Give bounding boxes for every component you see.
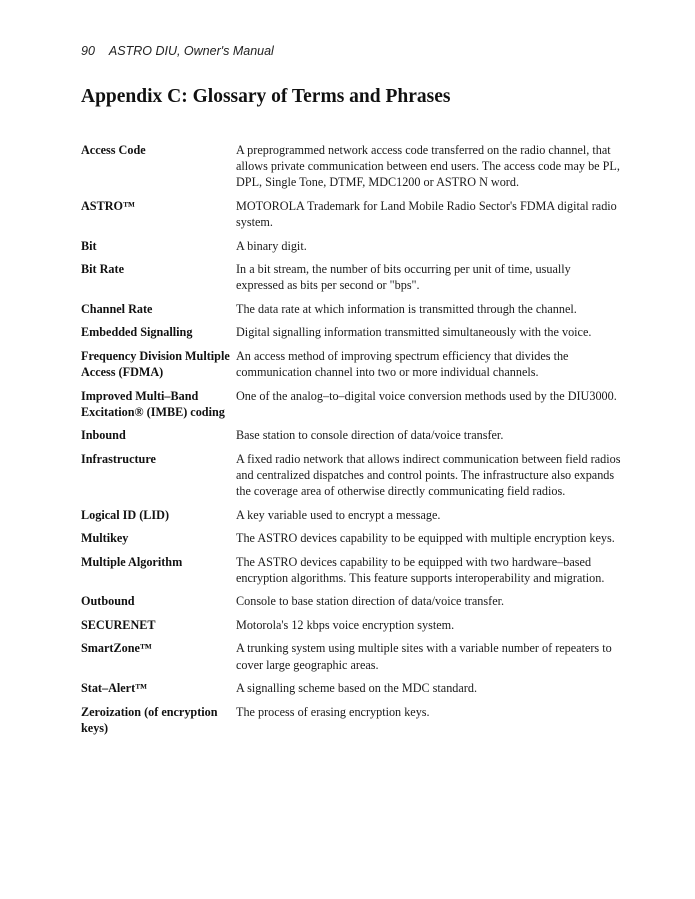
glossary-term: Bit [81, 238, 97, 253]
glossary-definition: The process of erasing encryption keys. [236, 704, 430, 719]
glossary-definition: One of the analog–to–digital voice conversion methods used by the DIU3000. [236, 388, 617, 403]
glossary-term: Stat–Alert™ [81, 681, 148, 696]
glossary-entry-infrastructure [81, 451, 621, 500]
glossary-definition: Console to base station direction of data/voice transfer. [236, 594, 505, 609]
glossary-entry-fdma [81, 348, 621, 380]
glossary-definition: Base station to console direction of data/voice transfer. [236, 428, 504, 443]
glossary-definition: Motorola's 12 kbps voice encryption system. [236, 617, 455, 632]
glossary-entry-channel-rate [81, 301, 621, 317]
glossary-entry-logical-id [81, 507, 621, 523]
running-title: ASTRO DIU, Owner's Manual [108, 44, 274, 58]
glossary-entry-bit [81, 238, 621, 254]
glossary-entry-multikey [81, 530, 621, 546]
glossary-term: Infrastructure [81, 451, 156, 466]
glossary-definition: A key variable used to encrypt a message. [236, 507, 441, 522]
glossary-term: Zeroization (of encryption keys) [81, 704, 218, 735]
glossary-term: Multiple Algorithm [81, 554, 183, 569]
page-title: Appendix C: Glossary of Terms and Phrases [81, 86, 451, 107]
glossary-entry-securenet [81, 617, 621, 633]
glossary-entry-bit-rate [81, 261, 621, 293]
glossary-term: Frequency Division Multiple Access (FDMA) [81, 348, 230, 380]
glossary-entry-access-code [81, 142, 621, 191]
glossary-term: Outbound [81, 594, 135, 609]
running-header [81, 44, 274, 58]
glossary-entry-stat-alert [81, 680, 621, 696]
glossary-term: Improved Multi–Band Excitation® (IMBE) coding [81, 388, 225, 419]
glossary-entry-multiple-algorithm [81, 554, 621, 586]
glossary-definition: An access method of improving spectrum efficiency that divides the communication channel into two or more individual channels. [236, 348, 569, 380]
glossary-list [81, 142, 621, 743]
glossary-term: Embedded Signalling [81, 325, 193, 340]
glossary-term: Channel Rate [81, 301, 153, 316]
glossary-entry-smartzone [81, 640, 621, 672]
glossary-term: ASTRO™ [81, 198, 136, 213]
glossary-definition: In a bit stream, the number of bits occurring per unit of time, usually expressed as bits per second or "bps". [236, 262, 571, 293]
glossary-term: Inbound [81, 428, 126, 443]
glossary-definition: A fixed radio network that allows indirect communication between field radios and centralized dispatches and control points. The infrastructure also expands the coverage area of otherwise directly communicating field radios. [236, 451, 621, 499]
glossary-term: SmartZone™ [81, 641, 153, 656]
glossary-entry-imbe [81, 388, 621, 420]
glossary-definition: The ASTRO devices capability to be equipped with multiple encryption keys. [236, 531, 615, 546]
glossary-definition: The ASTRO devices capability to be equipped with two hardware–based encryption algorithms. This feature supports interoperability and migration. [236, 554, 605, 585]
page-number: 90 [81, 44, 95, 58]
glossary-entry-outbound [81, 593, 621, 609]
glossary-term: Access Code [81, 143, 146, 157]
glossary-definition: MOTOROLA Trademark for Land Mobile Radio Sector's FDMA digital radio system. [236, 198, 617, 230]
glossary-term: SECURENET [81, 617, 156, 632]
glossary-definition: The data rate at which information is transmitted through the channel. [236, 301, 577, 316]
glossary-definition: A trunking system using multiple sites with a variable number of repeaters to cover large geographic areas. [236, 641, 612, 672]
glossary-term: Multikey [81, 531, 129, 546]
glossary-definition: Digital signalling information transmitted simultaneously with the voice. [236, 325, 592, 340]
glossary-definition: A preprogrammed network access code transferred on the radio channel, that allows private communication between end users. The access code may be PL, DPL, Single Tone, DTMF, MDC1200 or ASTRO N word. [236, 143, 620, 190]
glossary-definition: A signalling scheme based on the MDC standard. [236, 681, 477, 696]
glossary-definition: A binary digit. [236, 238, 307, 253]
glossary-entry-zeroization [81, 704, 621, 736]
glossary-term: Bit Rate [81, 262, 124, 277]
glossary-term: Logical ID (LID) [81, 507, 170, 522]
glossary-entry-inbound [81, 427, 621, 443]
glossary-entry-astro [81, 198, 621, 230]
glossary-entry-embedded-signalling [81, 324, 621, 340]
